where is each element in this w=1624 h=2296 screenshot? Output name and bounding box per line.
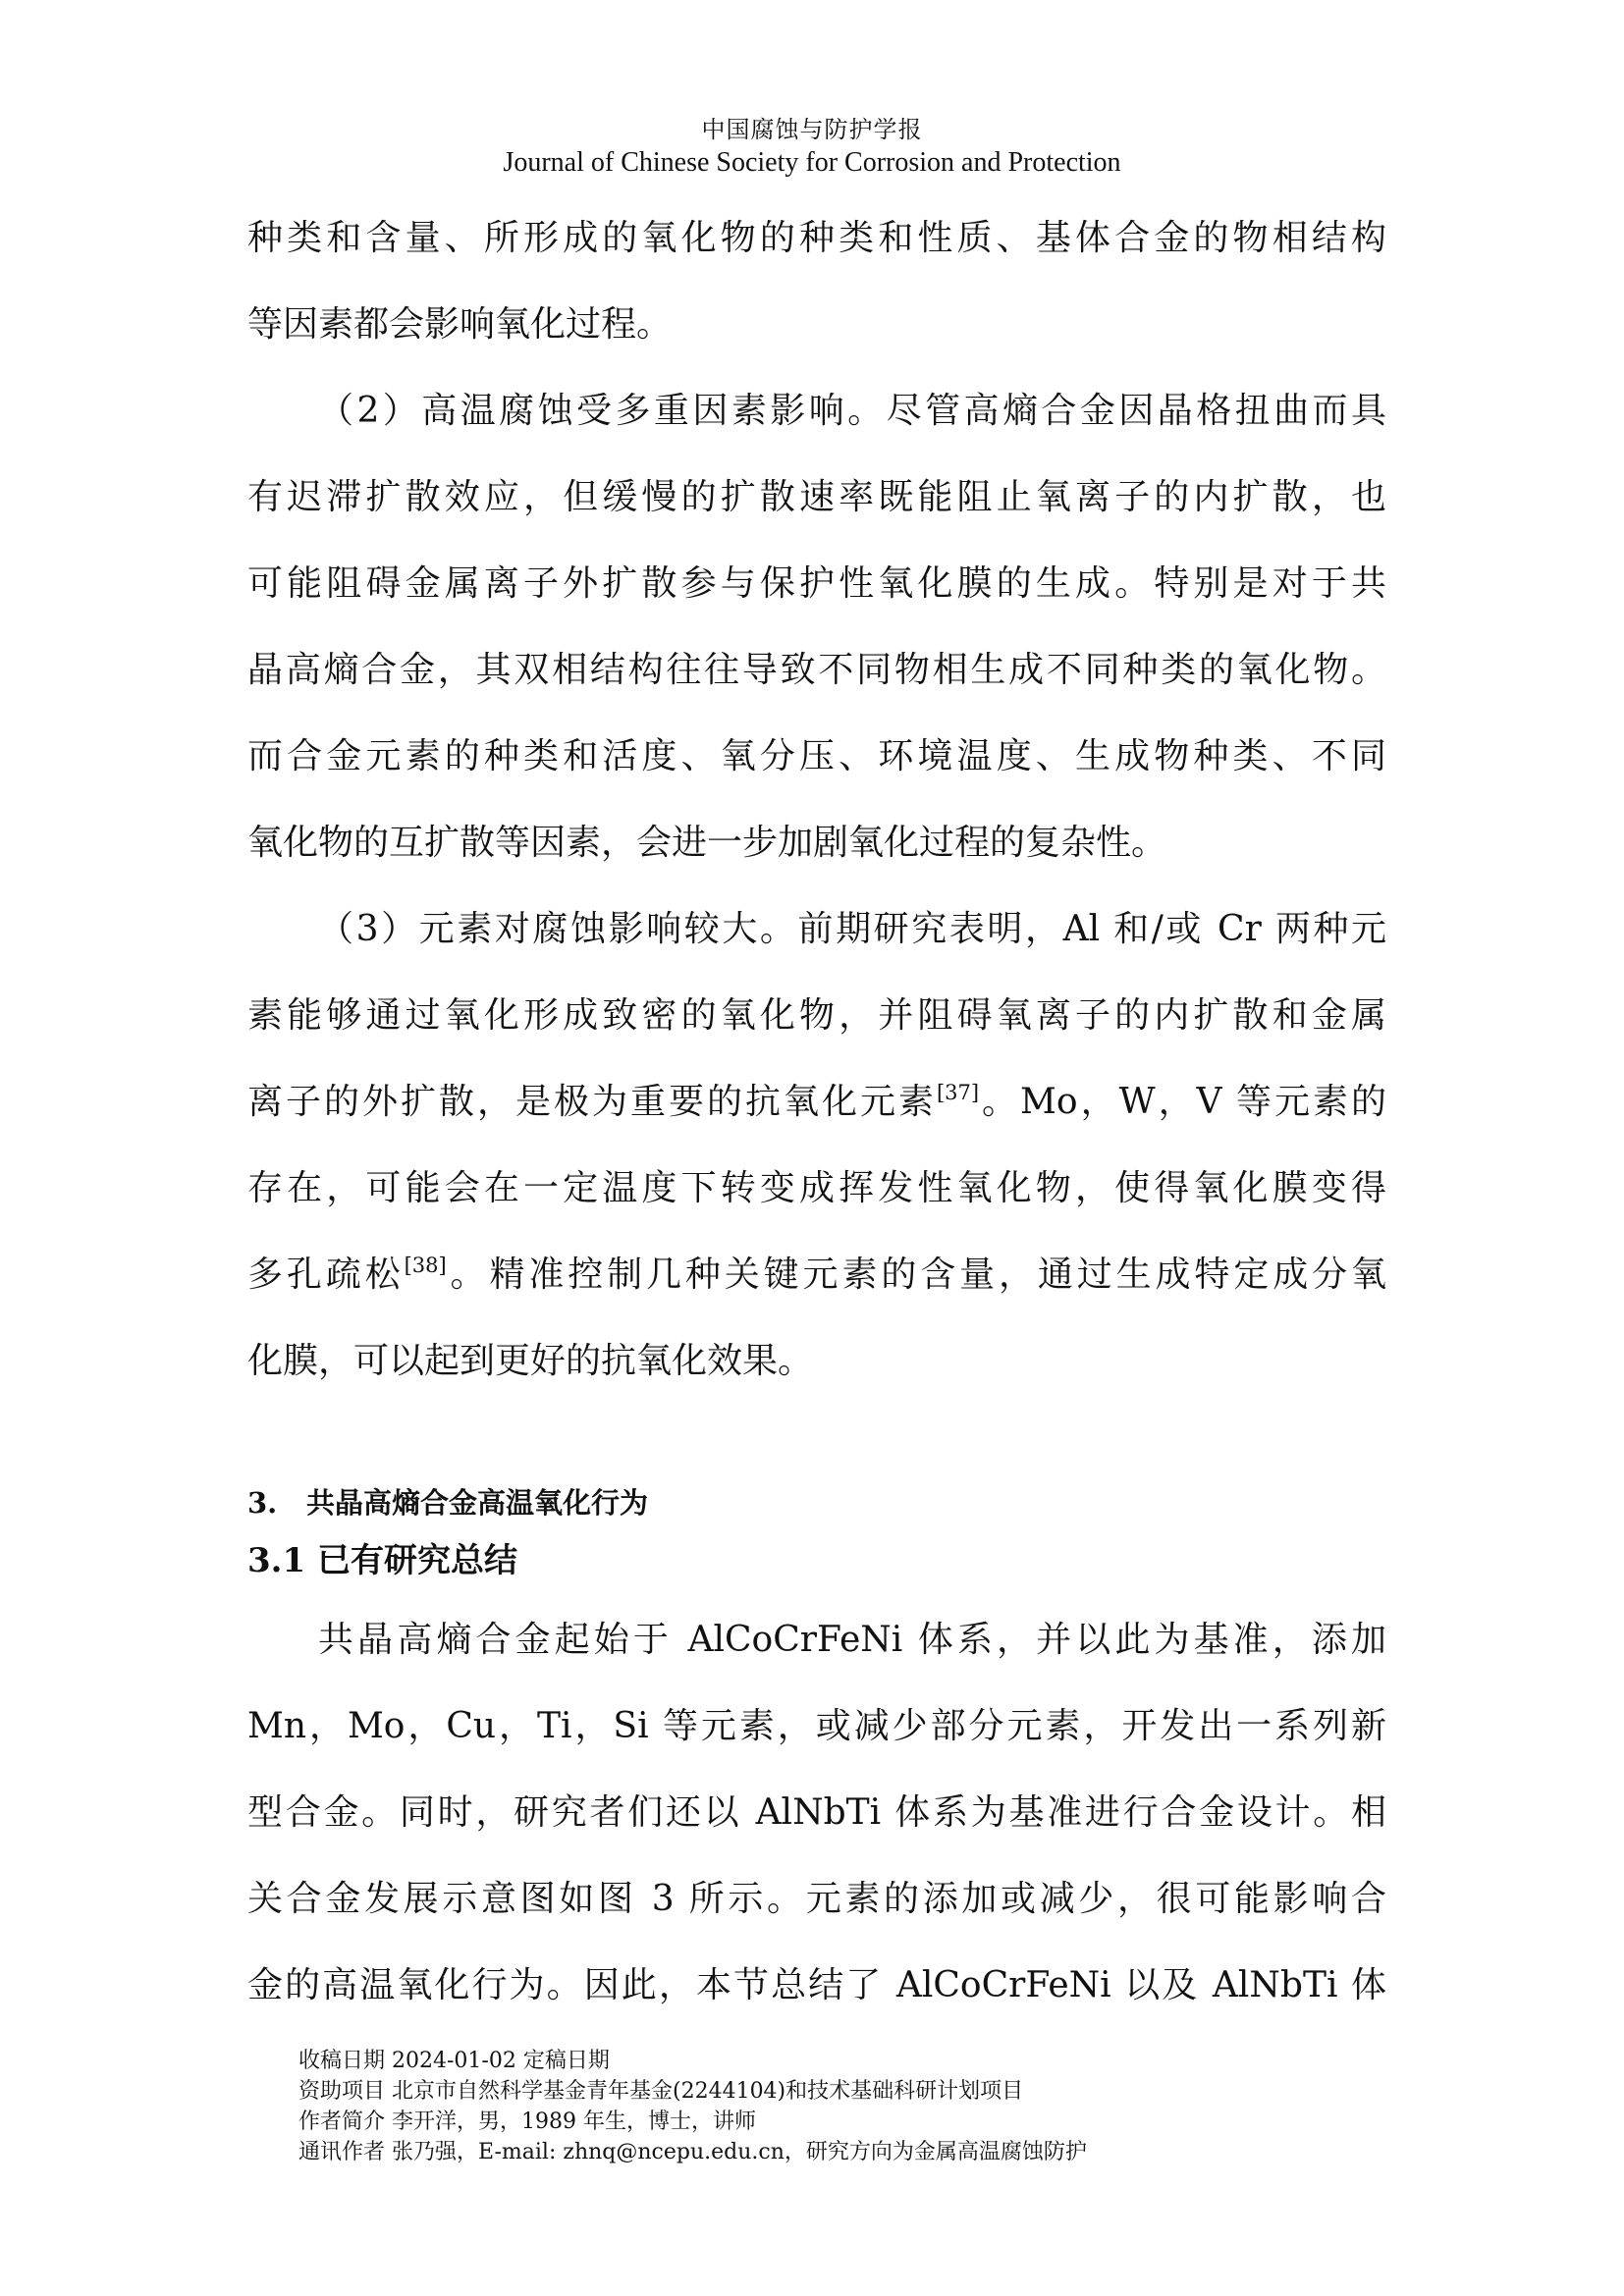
text-line: 晶高熵合金，其双相结构往往导致不同物相生成不同种类的氧化物。 bbox=[247, 650, 1386, 690]
text-span: 。Mo，W，V 等元素的 bbox=[979, 1082, 1386, 1122]
citation-ref[interactable]: [38] bbox=[404, 1254, 447, 1277]
text-line: Mn，Mo，Cu，Ti，Si 等元素，或减少部分元素，开发出一系列新 bbox=[247, 1706, 1386, 1746]
footnotes bbox=[298, 2046, 1087, 2167]
section-heading bbox=[247, 1481, 648, 1522]
text-span: 离子的外扩散，是极为重要的抗氧化元素 bbox=[247, 1082, 937, 1122]
section-title: 共晶高熵合金高温氧化行为 bbox=[306, 1486, 649, 1520]
section-number: 3. bbox=[247, 1486, 278, 1520]
text-line: 而合金元素的种类和活度、氧分压、环境温度、生成物种类、不同 bbox=[247, 736, 1386, 776]
text-line: （3）元素对腐蚀影响较大。前期研究表明，Al 和/或 Cr 两种元 bbox=[318, 909, 1386, 949]
text-line bbox=[247, 1251, 1386, 1300]
text-span: 。精准控制几种关键元素的含量，通过生成特定成分氧 bbox=[446, 1255, 1386, 1295]
footnote-corresponding: 通讯作者 张乃强，E-mail: zhnq@ncepu.edu.cn，研究方向为金属高温腐蚀防护 bbox=[298, 2140, 1087, 2164]
footnote-funding: 资助项目 北京市自然科学基金青年基金(2244104)和技术基础科研计划项目 bbox=[298, 2079, 1024, 2104]
text-line: 型合金。同时，研究者们还以 AlNbTi 体系为基准进行合金设计。相 bbox=[247, 1792, 1386, 1833]
text-line: 等因素都会影响氧化过程。 bbox=[247, 304, 673, 345]
text-line: 金的高温氧化行为。因此，本节总结了 AlCoCrFeNi 以及 AlNbTi 体 bbox=[247, 1965, 1386, 2005]
text-line: 化膜，可以起到更好的抗氧化效果。 bbox=[247, 1341, 814, 1381]
footnote-author: 作者简介 李开洋，男，1989 年生，博士，讲师 bbox=[298, 2109, 756, 2134]
journal-title-chinese: 中国腐蚀与防护学报 bbox=[701, 116, 923, 143]
text-line: 有迟滞扩散效应，但缓慢的扩散速率既能阻止氧离子的内扩散，也 bbox=[247, 477, 1386, 517]
text-line: 关合金发展示意图如图 3 所示。元素的添加或减少，很可能影响合 bbox=[247, 1879, 1386, 1919]
text-line: 素能够通过氧化形成致密的氧化物，并阻碍氧离子的内扩散和金属 bbox=[247, 995, 1386, 1036]
text-line: 可能阻碍金属离子外扩散参与保护性氧化膜的生成。特别是对于共 bbox=[247, 563, 1386, 604]
text-line: 种类和含量、所形成的氧化物的种类和性质、基体合金的物相结构 bbox=[247, 218, 1386, 258]
text-line: 氧化物的互扩散等因素，会进一步加剧氧化过程的复杂性。 bbox=[247, 823, 1167, 863]
text-line: 存在，可能会在一定温度下转变成挥发性氧化物，使得氧化膜变得 bbox=[247, 1168, 1386, 1208]
text-span: 多孔疏松 bbox=[247, 1255, 405, 1295]
text-line: 共晶高熵合金起始于 AlCoCrFeNi 体系，并以此为基准，添加 bbox=[318, 1620, 1386, 1660]
subsection-heading: 3.1 已有研究总结 bbox=[247, 1541, 517, 1580]
text-line: （2）高温腐蚀受多重因素影响。尽管高熵合金因晶格扭曲而具 bbox=[318, 391, 1386, 431]
text-line bbox=[247, 1078, 1386, 1127]
journal-title-english: Journal of Chinese Society for Corrosion and Protection bbox=[503, 147, 1121, 178]
citation-ref[interactable]: [37] bbox=[936, 1081, 980, 1104]
footnote-received: 收稿日期 2024-01-02 定稿日期 bbox=[298, 2049, 610, 2073]
